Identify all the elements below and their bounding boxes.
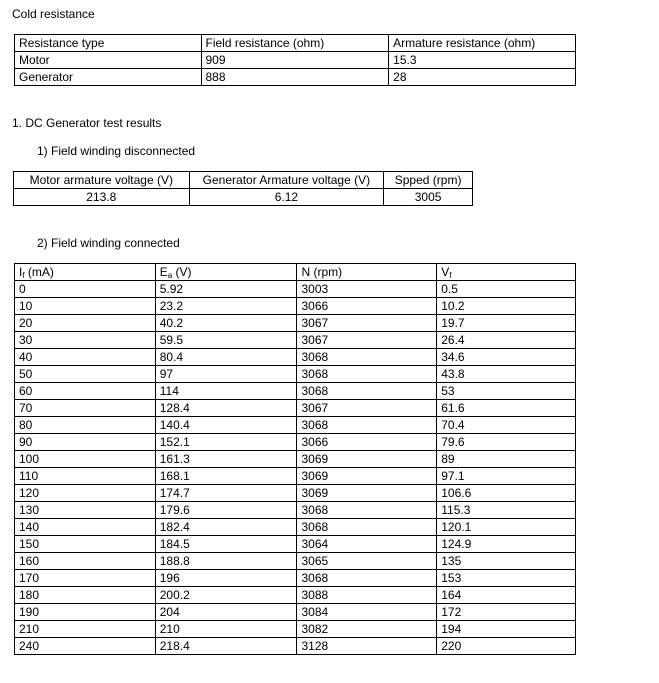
header-cell: Armature resistance (ohm) [389, 35, 576, 52]
table-cell: 43.8 [437, 366, 576, 383]
table-cell: 53 [437, 383, 576, 400]
table-cell: 213.8 [14, 189, 190, 206]
table-cell: 34.6 [437, 349, 576, 366]
table-cell: 3066 [297, 298, 437, 315]
header-cell-ea: $E_a$ (V) [155, 264, 297, 281]
table-row [15, 451, 576, 468]
table-cell: 0 [15, 281, 156, 298]
table-cell: 188.8 [155, 553, 297, 570]
table-row [15, 536, 576, 553]
table-cell: 3088 [297, 587, 437, 604]
table-cell: 61.6 [437, 400, 576, 417]
table-cell: 3003 [297, 281, 437, 298]
table-cell: 179.6 [155, 502, 297, 519]
table-cell: 100 [15, 451, 156, 468]
field-disconnected-title: 1) Field winding disconnected [37, 144, 196, 158]
table-cell: 59.5 [155, 332, 297, 349]
table-row [15, 434, 576, 451]
header-cell-n: N (rpm) [297, 264, 437, 281]
table-cell: 3068 [297, 502, 437, 519]
table-cell: 26.4 [437, 332, 576, 349]
table-cell: 20 [15, 315, 156, 332]
table-cell: 3068 [297, 519, 437, 536]
table-row [15, 332, 576, 349]
dc-generator-title: 1. DC Generator test results [12, 116, 162, 130]
header-cell-if: $I_f$ (mA) [15, 264, 156, 281]
table-cell: 23.2 [155, 298, 297, 315]
table-cell: 194 [437, 621, 576, 638]
table-cell: 172 [437, 604, 576, 621]
table-row [15, 315, 576, 332]
table-cell: 150 [15, 536, 156, 553]
table-row [15, 604, 576, 621]
table-row [15, 485, 576, 502]
table-cell: 164 [437, 587, 576, 604]
table-row [15, 349, 576, 366]
cold-resistance-title: Cold resistance [12, 7, 95, 21]
table-row [15, 621, 576, 638]
table-cell: 3067 [297, 400, 437, 417]
field-connected-table [14, 263, 576, 655]
table-row [15, 519, 576, 536]
table-cell: Motor [15, 52, 202, 69]
table-cell: Generator [15, 69, 202, 86]
table-cell: 28 [389, 69, 576, 86]
cold-resistance-table [14, 34, 576, 86]
table-row [15, 502, 576, 519]
table-cell: 3068 [297, 383, 437, 400]
table-cell: 30 [15, 332, 156, 349]
header-cell: Resistance type [15, 35, 202, 52]
table-cell: 170 [15, 570, 156, 587]
table-cell: 15.3 [389, 52, 576, 69]
table-row [15, 587, 576, 604]
table-cell: 124.9 [437, 536, 576, 553]
header-cell: Field resistance (ohm) [201, 35, 389, 52]
table-cell: 3082 [297, 621, 437, 638]
table-cell: 130 [15, 502, 156, 519]
table-cell: 114 [155, 383, 297, 400]
table-cell: 3066 [297, 434, 437, 451]
table-row [15, 383, 576, 400]
table-cell: 115.3 [437, 502, 576, 519]
table-cell: 3069 [297, 451, 437, 468]
table-cell: 153 [437, 570, 576, 587]
table-cell: 60 [15, 383, 156, 400]
table-cell: 0.5 [437, 281, 576, 298]
table-cell: 3005 [384, 189, 473, 206]
table-cell: 200.2 [155, 587, 297, 604]
table-header-row [15, 264, 576, 281]
table-cell: 135 [437, 553, 576, 570]
table-cell: 140 [15, 519, 156, 536]
table-cell: 3064 [297, 536, 437, 553]
table-cell: 3128 [297, 638, 437, 655]
table-cell: 79.6 [437, 434, 576, 451]
table-cell: 5.92 [155, 281, 297, 298]
table-cell: 120.1 [437, 519, 576, 536]
table-cell: 909 [201, 52, 389, 69]
table-cell: 174.7 [155, 485, 297, 502]
table-cell: 3068 [297, 349, 437, 366]
header-cell: Generator Armature voltage (V) [189, 172, 384, 189]
table-row [15, 468, 576, 485]
table-cell: 80.4 [155, 349, 297, 366]
table-cell: 70.4 [437, 417, 576, 434]
table-row [15, 366, 576, 383]
table-header-row [14, 172, 473, 189]
field-connected-title: 2) Field winding connected [37, 236, 180, 250]
table-cell: 168.1 [155, 468, 297, 485]
table-cell: 180 [15, 587, 156, 604]
table-cell: 3068 [297, 366, 437, 383]
table-cell: 3069 [297, 485, 437, 502]
table-row [15, 298, 576, 315]
table-cell: 3068 [297, 417, 437, 434]
table-cell: 220 [437, 638, 576, 655]
table-cell: 128.4 [155, 400, 297, 417]
table-cell: 888 [201, 69, 389, 86]
table-cell: 184.5 [155, 536, 297, 553]
table-cell: 160 [15, 553, 156, 570]
table-cell: 210 [15, 621, 156, 638]
table-cell: 182.4 [155, 519, 297, 536]
table-row [15, 400, 576, 417]
table-row [15, 69, 576, 86]
table-cell: 240 [15, 638, 156, 655]
table-cell: 3067 [297, 332, 437, 349]
table-cell: 97.1 [437, 468, 576, 485]
table-row [14, 189, 473, 206]
table-cell: 218.4 [155, 638, 297, 655]
table-cell: 3069 [297, 468, 437, 485]
table-cell: 3067 [297, 315, 437, 332]
header-cell: Motor armature voltage (V) [14, 172, 190, 189]
header-cell-vf: $V_f$ [437, 264, 576, 281]
table-row [15, 281, 576, 298]
table-cell: 152.1 [155, 434, 297, 451]
table-cell: 6.12 [189, 189, 384, 206]
table-cell: 89 [437, 451, 576, 468]
table-cell: 19.7 [437, 315, 576, 332]
table-row [15, 638, 576, 655]
table-cell: 196 [155, 570, 297, 587]
table-cell: 10 [15, 298, 156, 315]
table-cell: 120 [15, 485, 156, 502]
table-row [15, 52, 576, 69]
table-cell: 3068 [297, 570, 437, 587]
table-cell: 40.2 [155, 315, 297, 332]
table-row [15, 570, 576, 587]
table-cell: 210 [155, 621, 297, 638]
table-cell: 161.3 [155, 451, 297, 468]
table-row [15, 417, 576, 434]
table-cell: 40 [15, 349, 156, 366]
field-disconnected-table [13, 171, 473, 206]
table-row [15, 553, 576, 570]
table-cell: 110 [15, 468, 156, 485]
table-cell: 70 [15, 400, 156, 417]
table-cell: 97 [155, 366, 297, 383]
table-cell: 190 [15, 604, 156, 621]
table-cell: 204 [155, 604, 297, 621]
table-cell: 106.6 [437, 485, 576, 502]
table-cell: 50 [15, 366, 156, 383]
table-cell: 3084 [297, 604, 437, 621]
table-cell: 3065 [297, 553, 437, 570]
table-cell: 90 [15, 434, 156, 451]
table-cell: 80 [15, 417, 156, 434]
table-header-row [15, 35, 576, 52]
header-cell: Spped (rpm) [384, 172, 473, 189]
table-cell: 140.4 [155, 417, 297, 434]
table-cell: 10.2 [437, 298, 576, 315]
